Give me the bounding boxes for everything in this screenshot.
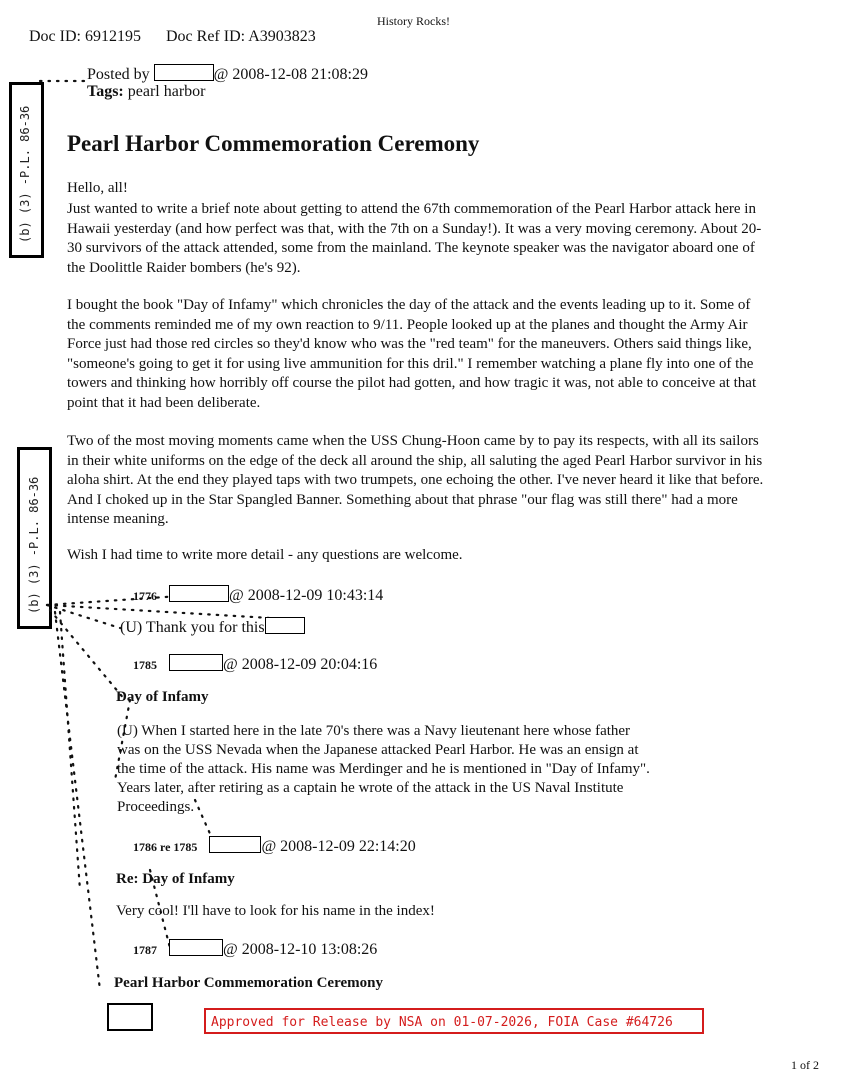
comment-line: was on the USS Nevada when the Japanese attacked Pearl Harbor. He was an ensign at	[117, 742, 639, 758]
posted-by-label: Posted by	[87, 66, 150, 83]
post-paragraph-1: Just wanted to write a brief note about getting to attend the 67th commemoration of the Pearl Harbor attack here in Hawaii yesterday (and how perfect was that, with the 7th on a Sunday!). It was a very moving ceremony. About 20-30 survivors of the attack attended, some from the mainland. The keynote speaker was the navigator aboard one of the Doolittle Raider bombers (he's 92).	[67, 201, 762, 276]
comment-id: 1786 re 1785	[133, 840, 198, 854]
post-timestamp: @ 2008-12-08 21:08:29	[213, 66, 368, 83]
comment-timestamp: @ 2008-12-09 10:43:14	[229, 587, 384, 604]
post-meta	[87, 64, 368, 84]
redaction-box	[107, 1003, 153, 1031]
redacted-author	[209, 836, 261, 853]
comment-id: 1785	[133, 658, 157, 672]
doc-ref-id: Doc Ref ID: A3903823	[166, 28, 316, 45]
comment-line: Proceedings.	[117, 799, 195, 815]
doc-id: Doc ID: 6912195	[29, 28, 141, 45]
comment-title: Pearl Harbor Commemoration Ceremony	[114, 975, 383, 991]
comment-id: 1776	[133, 589, 157, 603]
post-paragraph-4: Wish I had time to write more detail - any questions are welcome.	[67, 547, 463, 563]
comment-timestamp: @ 2008-12-10 13:08:26	[223, 941, 378, 958]
redacted-name	[265, 617, 305, 634]
post-tags	[87, 83, 206, 101]
comment-timestamp: @ 2008-12-09 22:14:20	[261, 838, 416, 855]
comment-line: the time of the attack. His name was Merdinger and he is mentioned in "Day of Infamy".	[117, 761, 650, 777]
redacted-author	[169, 939, 223, 956]
post-paragraph-2: I bought the book "Day of Infamy" which chronicles the day of the attack and the events leading up to it. Some of the comments reminded me of my own reaction to 9/11. People looked up at the planes and thought the Army Air Force just had those red circles so they'd know who was the "red team" for the maneuvers. Others said things like, "someone's going to get it for using live ammunition for this dril." I remember watching a plane fly into one of the towers and thinking how horribly off course the pilot had gotten, and how tragic it was, not able to conceive at that point that it had been deliberate.	[67, 297, 757, 411]
post-paragraph-3: Two of the most moving moments came when the USS Chung-Hoon came by to pay its respects, with all its sailors in their white uniforms on the edge of the deck all around the ship, all saluting the aged Pearl Harbor survivor in his aloha shirt. At the end they played taps with two trumpets, one echoing the other. I've never heard it like that before. And I choked up in the Star Spangled Banner. Something about that phrase "our flag was still there" had a more intense meaning.	[67, 433, 764, 527]
redacted-author	[169, 585, 229, 602]
post-greeting: Hello, all!	[67, 180, 128, 196]
comment-title: Day of Infamy	[116, 689, 209, 705]
redacted-author	[154, 64, 214, 81]
comment-line: (U) When I started here in the late 70's there was a Navy lieutenant here whose father	[117, 723, 631, 739]
comment-body: (U) Thank you for this	[120, 619, 265, 636]
comment-header	[133, 654, 377, 674]
tags-value[interactable]: pearl harbor	[127, 83, 206, 100]
comment-header	[133, 836, 416, 856]
comment-text	[120, 617, 305, 637]
comment-timestamp: @ 2008-12-09 20:04:16	[223, 656, 378, 673]
exemption-label: (b) (3) -P.L. 86-36	[27, 476, 41, 614]
page-number: 1 of 2	[791, 1058, 819, 1072]
comment-line: Years later, after retiring as a captain he wrote of the attack in the US Naval Institute	[117, 780, 624, 796]
comment-header	[133, 585, 383, 605]
tags-label: Tags:	[87, 83, 124, 100]
comment-header	[133, 939, 377, 959]
comment-id: 1787	[133, 943, 157, 957]
page-header-title: History Rocks!	[377, 14, 450, 28]
comment-title: Re: Day of Infamy	[116, 871, 235, 887]
release-stamp: Approved for Release by NSA on 01-07-2026, FOIA Case #64726	[204, 1008, 704, 1034]
exemption-label: (b) (3) -P.L. 86-36	[18, 105, 32, 243]
post-title: Pearl Harbor Commemoration Ceremony	[67, 131, 480, 156]
comment-body: Very cool! I'll have to look for his name in the index!	[116, 903, 435, 919]
redacted-author	[169, 654, 223, 671]
